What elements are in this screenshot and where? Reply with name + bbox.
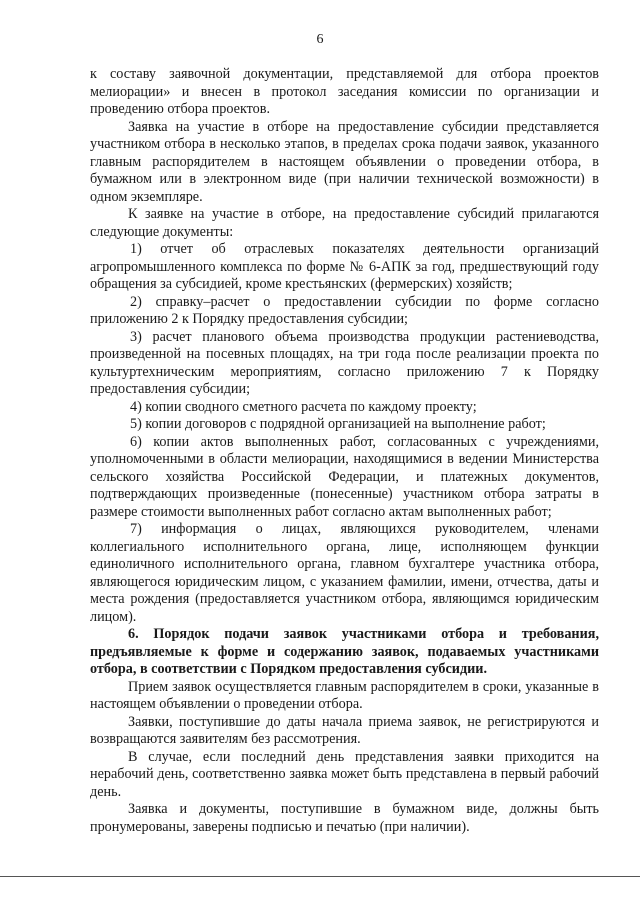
paragraph: Заявка и документы, поступившие в бумажном виде, должны быть пронумерованы, заверены подписью и печатью (при наличии).: [90, 801, 599, 835]
list-item: 2) справку–расчет о предоставлении субсидии по форме согласно приложению 2 к Порядку предоставления субсидии;: [90, 293, 599, 327]
list-item: 1) отчет об отраслевых показателях деятельности организаций агропромышленного комплекса по форме № 6-АПК за год, предшествующий году обращения за субсидией, кроме крестьянских (фермерских) хозяйств;: [90, 241, 599, 292]
paragraph: К заявке на участие в отборе, на предоставление субсидий прилагаются следующие документы:: [90, 206, 599, 240]
paragraph: Заявки, поступившие до даты начала приема заявок, не регистрируются и возвращаются заявителям без рассмотрения.: [90, 713, 599, 747]
footer-divider: [0, 876, 640, 877]
paragraph: Заявка на участие в отборе на предоставление субсидии представляется участником отбора в несколько этапов, в пределах срока подачи заявок, указанного главным распорядителем в настоящем объявлении о проведении отбора, в бумажном или в электронном виде (при наличии технической возможности) в одном экземпляре.: [90, 118, 599, 205]
page-number: 6: [316, 32, 324, 47]
paragraph: В случае, если последний день представления заявки приходится на нерабочий день, соответственно заявка может быть представлена в первый рабочий день.: [90, 748, 599, 800]
list-item: 4) копии сводного сметного расчета по каждому проекту;: [130, 398, 477, 415]
list-item: 3) расчет планового объема производства продукции растениеводства, произведенной на посевных площадях, на три года после реализации проекта по культуртехническим мероприятиям, согласно приложению 7 к Порядку предоставления субсидии;: [90, 328, 599, 397]
document-body: [90, 66, 599, 836]
paragraph: Прием заявок осуществляется главным распорядителем в сроки, указанные в настоящем объявлении о проведении отбора.: [90, 678, 599, 712]
section-heading: 6. Порядок подачи заявок участниками отбора и требования, предъявляемые к форме и содержанию заявок, подаваемых участниками отбора, в соответствии с Порядком предоставления субсидии.: [90, 626, 599, 677]
list-item: 5) копии договоров с подрядной организацией на выполнение работ;: [130, 416, 546, 432]
list-item: 6) копии актов выполненных работ, согласованных с учреждениями, уполномоченными в области мелиорации, находящимися в ведении Министерства сельского хозяйства Российской Федерации, и платежных документов, подтверждающих произведенные (понесенные) участником отбора затраты в размере стоимости выполненных работ согласно актам выполненных работ;: [90, 433, 599, 520]
paragraph: к составу заявочной документации, представляемой для отбора проектов мелиорации» и внесен в протокол заседания комиссии по организации и проведению отбора проектов.: [90, 66, 599, 117]
list-item: 7) информация о лицах, являющихся руководителем, членами коллегиального исполнительного органа, лице, исполняющем функции единоличного исполнительного органа, главном бухгалтере участника отбора, являющегося юридическим лицом, с указанием фамилии, имени, отчества, даты и места рождения (предоставляется участником отбора, являющимся юридическим лицом).: [90, 521, 599, 625]
